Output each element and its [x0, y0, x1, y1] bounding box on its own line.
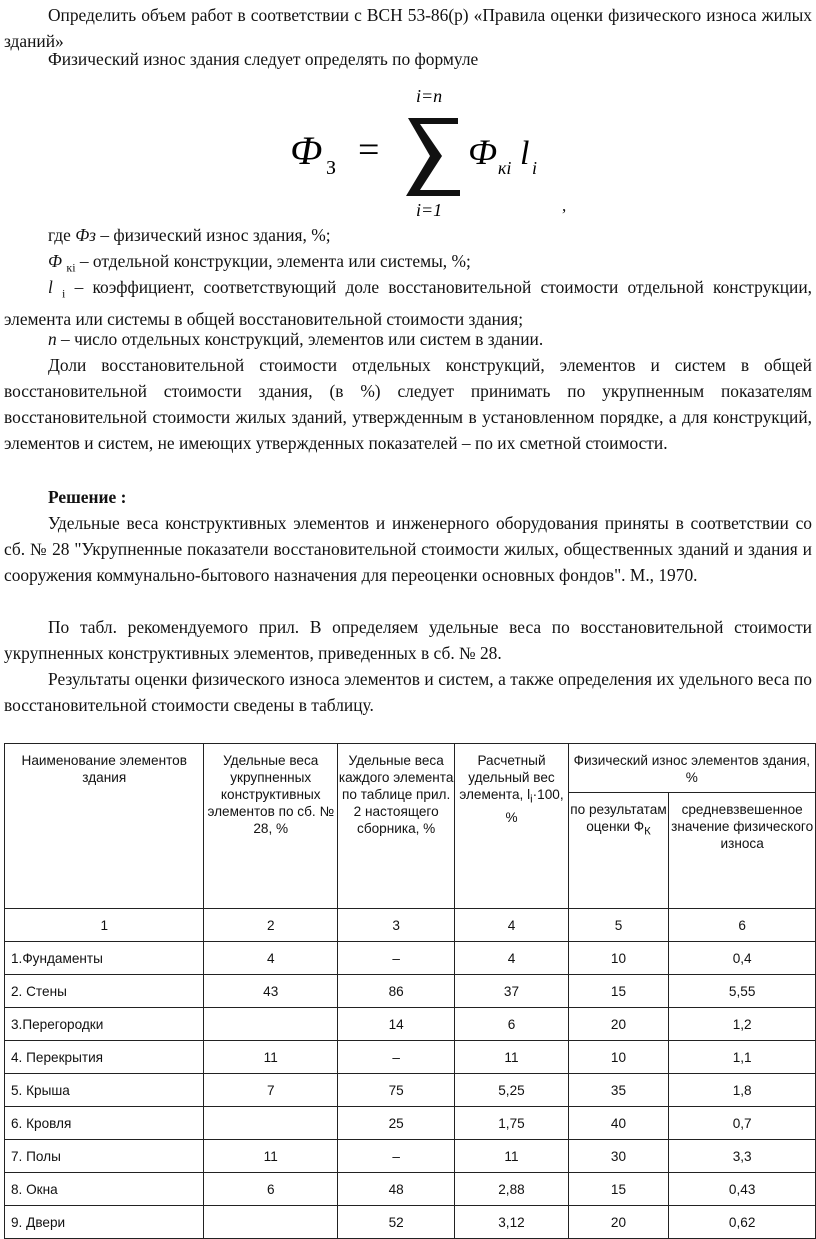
- header-wear-group: Физический износ элементов здания, %: [568, 744, 815, 793]
- table-header-row: [5, 744, 816, 793]
- table-cell: 6: [455, 1008, 568, 1041]
- table-cell: 2,88: [455, 1173, 568, 1206]
- table-cell: 10: [568, 1041, 669, 1074]
- formula-equals: =: [358, 129, 380, 171]
- table-cell: 10: [568, 942, 669, 975]
- table-cell: 3,3: [669, 1140, 816, 1173]
- table-cell: [204, 1008, 338, 1041]
- table-row: [5, 1041, 816, 1074]
- table-cell: 4: [455, 942, 568, 975]
- table-row: [5, 1074, 816, 1107]
- column-number-row: [5, 909, 816, 942]
- table-cell: 1,75: [455, 1107, 568, 1140]
- table-cell: –: [337, 1140, 454, 1173]
- row-element-name: 2. Стены: [5, 975, 204, 1008]
- table-cell: 30: [568, 1140, 669, 1173]
- definition-n: [4, 326, 812, 352]
- calc-weight-label: Расчетный удельный вес элемента, l: [459, 753, 555, 802]
- table-cell: 52: [337, 1206, 454, 1239]
- table-cell: 40: [568, 1107, 669, 1140]
- table-cell: 86: [337, 975, 454, 1008]
- header-weights-sb28: Удельные веса укрупненных конструктивных элементов по сб. № 28, %: [204, 744, 338, 909]
- def-prefix: где: [48, 225, 76, 245]
- table-cell: [204, 1107, 338, 1140]
- def-symbol: n: [48, 329, 57, 349]
- table-row: [5, 1107, 816, 1140]
- table-cell: 0,43: [669, 1173, 816, 1206]
- column-number: 6: [669, 909, 816, 942]
- column-number: 3: [337, 909, 454, 942]
- def-symbol: Ф: [48, 251, 62, 271]
- row-element-name: 3.Перегородки: [5, 1008, 204, 1041]
- formula-term: Ф: [468, 132, 497, 172]
- table-cell: 75: [337, 1074, 454, 1107]
- table-cell: 43: [204, 975, 338, 1008]
- formula-sum-lower: i=1: [416, 200, 443, 220]
- table-cell: 15: [568, 975, 669, 1008]
- table-cell: 11: [204, 1041, 338, 1074]
- table-cell: 15: [568, 1173, 669, 1206]
- row-element-name: 5. Крыша: [5, 1074, 204, 1107]
- header-name: Наименование элементов здания: [5, 744, 204, 909]
- definition-li: [4, 274, 812, 332]
- def-symbol: Фз: [75, 225, 96, 245]
- table-cell: 1,2: [669, 1008, 816, 1041]
- table-cell: 20: [568, 1206, 669, 1239]
- formula-sum-upper: i=n: [416, 86, 443, 106]
- table-row: [5, 942, 816, 975]
- table-cell: 48: [337, 1173, 454, 1206]
- header-calc-weight: [455, 744, 568, 909]
- column-number: 1: [5, 909, 204, 942]
- table-cell: 4: [204, 942, 338, 975]
- formula-lhs: Ф: [290, 128, 323, 173]
- def-sub: кi: [66, 260, 76, 275]
- results-paragraph: Результаты оценки физического износа элементов и систем, а также определения их удельного веса по восстановительной стоимости сведены в таблицу.: [4, 669, 812, 715]
- table-cell: –: [337, 942, 454, 975]
- table-cell: –: [337, 1041, 454, 1074]
- formula-lhs-sub: З: [326, 157, 337, 179]
- table-row: [5, 1140, 816, 1173]
- def-sub: i: [62, 286, 66, 301]
- table-cell: [204, 1206, 338, 1239]
- table-row: [5, 1173, 816, 1206]
- table-cell: 0,7: [669, 1107, 816, 1140]
- row-element-name: 6. Кровля: [5, 1107, 204, 1140]
- table-cell: 1,8: [669, 1074, 816, 1107]
- table-cell: 11: [455, 1140, 568, 1173]
- wear-eval-label: по результатам оценки Ф: [570, 802, 667, 834]
- header-wear-eval: [568, 793, 669, 909]
- table-row: [5, 1008, 816, 1041]
- table-cell: 3,12: [455, 1206, 568, 1239]
- table-cell: 11: [455, 1041, 568, 1074]
- row-element-name: 9. Двери: [5, 1206, 204, 1239]
- header-wear-weighted: средневзвешенное значение физического износа: [669, 793, 816, 909]
- def-text: – число отдельных конструкций, элементов или систем в здании.: [56, 329, 544, 349]
- table-row: [5, 975, 816, 1008]
- wear-formula: [280, 84, 580, 224]
- table-cell: 14: [337, 1008, 454, 1041]
- def-text: – физический износ здания, %;: [95, 225, 331, 245]
- table-cell: 0,4: [669, 942, 816, 975]
- table-cell: 5,55: [669, 975, 816, 1008]
- def-text: – коэффициент, соответствующий доле восстановительной стоимости отдельной конструкции, элемента или системы в общей восстановительной стоимости здания;: [4, 277, 812, 330]
- formula-factor: l: [520, 135, 530, 172]
- column-number: 4: [455, 909, 568, 942]
- shares-paragraph: Доли восстановительной стоимости отдельных конструкций, элементов и систем в общей восстановительной стоимости здания, (в %) следует принимать по укрупненным показателям восстановительной стоимости жилых зданий, утвержденным в установленном порядке, а для конструкций, элементов и систем, не имеющих утвержденных показателей – по их сметной стоимости.: [4, 355, 812, 453]
- table-cell: 5,25: [455, 1074, 568, 1107]
- row-element-name: 8. Окна: [5, 1173, 204, 1206]
- table-row: [5, 1206, 816, 1239]
- formula-factor-sub: i: [532, 158, 538, 178]
- weights-paragraph: Удельные веса конструктивных элементов и инженерного оборудования приняты в соответствии со сб. № 28 "Укрупненные показатели восстановительной стоимости жилых, общественных зданий и здания и сооружения коммунально-бытового назначения для переоценки основных фондов". М., 1970.: [4, 513, 812, 585]
- formula-intro: Физический износ здания следует определять по формуле: [48, 49, 479, 69]
- row-element-name: 1.Фундаменты: [5, 942, 204, 975]
- table-ref-paragraph: По табл. рекомендуемого прил. В определяем удельные веса по восстановительной стоимости укрупненных конструктивных элементов, приведенных в сб. № 28.: [4, 617, 812, 663]
- row-element-name: 4. Перекрытия: [5, 1041, 204, 1074]
- def-symbol: l: [48, 277, 53, 297]
- table-cell: 25: [337, 1107, 454, 1140]
- table-cell: 7: [204, 1074, 338, 1107]
- def-text: – отдельной конструкции, элемента или системы, %;: [75, 251, 471, 271]
- sigma-icon: [406, 118, 460, 196]
- solution-heading: Решение :: [48, 487, 127, 507]
- calc-weight-tail: ·100, %: [505, 787, 564, 825]
- table-cell: 1,1: [669, 1041, 816, 1074]
- table-cell: 11: [204, 1140, 338, 1173]
- column-number: 2: [204, 909, 338, 942]
- wear-table: [4, 743, 816, 1239]
- table-cell: 0,62: [669, 1206, 816, 1239]
- table-cell: 35: [568, 1074, 669, 1107]
- table-cell: 20: [568, 1008, 669, 1041]
- definition-fz: [4, 222, 812, 248]
- row-element-name: 7. Полы: [5, 1140, 204, 1173]
- wear-eval-sub: К: [644, 825, 651, 838]
- header-weights-table: Удельные веса каждого элемента по таблице прил. 2 настоящего сборника, %: [337, 744, 454, 909]
- formula-comma: ,: [562, 196, 567, 215]
- column-number: 5: [568, 909, 669, 942]
- intro-paragraph: Определить объем работ в соответствии с ВСН 53-86(р) «Правила оценки физического износа жилых зданий»: [4, 5, 812, 51]
- calc-weight-sub: i: [530, 793, 533, 806]
- table-cell: 6: [204, 1173, 338, 1206]
- table-cell: 37: [455, 975, 568, 1008]
- table-body: [5, 942, 816, 1239]
- formula-term-sub: кi: [498, 158, 512, 178]
